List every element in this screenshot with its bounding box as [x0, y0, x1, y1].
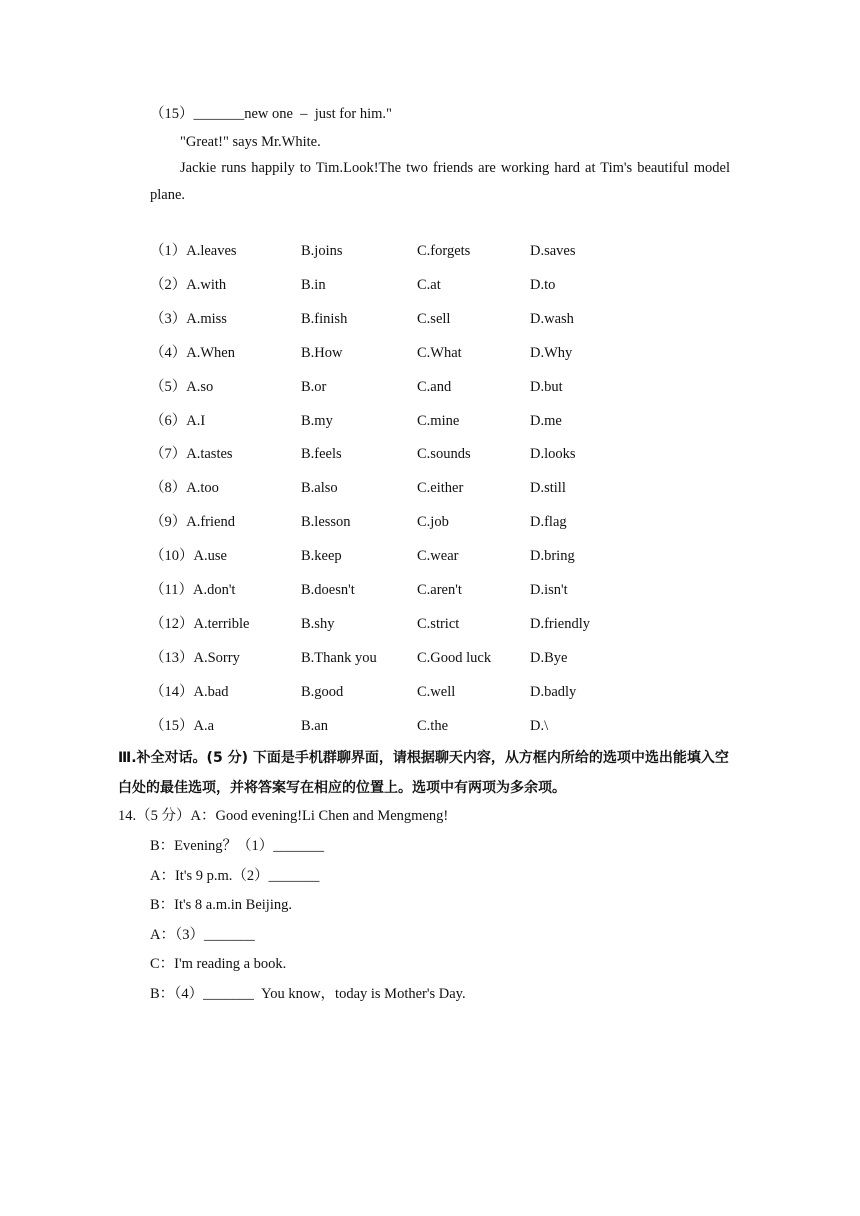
option-cell-a — [150, 716, 214, 736]
option-cell-a — [150, 580, 235, 600]
option-c: C.forgets — [417, 243, 471, 259]
option-cell-a — [150, 275, 226, 295]
option-number: （7） — [150, 446, 187, 463]
option-c: C.and — [417, 378, 452, 395]
question-14-intro: 14.（5 分）A：Good evening!Li Chen and Mengmeng! — [118, 808, 449, 824]
option-a-text: A.tastes — [186, 446, 233, 463]
dialogue-line: B：It's 8 a.m.in Beijing. — [150, 897, 292, 914]
option-cell-a — [150, 377, 213, 397]
option-a-text: A.I — [186, 412, 206, 429]
option-d: D.isn't — [530, 582, 568, 598]
option-a-text: A.a — [193, 717, 215, 734]
section-3-heading: Ⅲ.补全对话。(5 分) 下面是手机群聊界面，请根据聊天内容，从方框内所给的选项中选出能填入空白处的最佳选项，并将答案写在相应的位置上。选项中有两项为多余项。 — [118, 750, 729, 796]
option-number: （5） — [150, 378, 187, 395]
option-cell-a — [150, 411, 205, 431]
option-a-text: A.with — [186, 276, 227, 293]
option-number: （1） — [150, 243, 187, 259]
option-d: D.\ — [530, 717, 549, 734]
option-d: D.me — [530, 412, 562, 429]
option-number: （14） — [150, 683, 194, 700]
option-c: C.job — [417, 514, 449, 531]
option-cell-a — [150, 648, 240, 668]
option-b: B.in — [301, 276, 326, 293]
option-b: B.finish — [301, 310, 348, 327]
option-c: C.sell — [417, 310, 451, 327]
option-b: B.lesson — [301, 514, 351, 531]
option-b: B.doesn't — [301, 582, 355, 598]
option-cell-a — [150, 309, 227, 329]
option-a-text: A.miss — [186, 310, 227, 327]
option-cell-a — [150, 444, 233, 464]
dialogue-line: B：Evening？（1）_______ — [150, 838, 324, 854]
option-d: D.looks — [530, 446, 576, 463]
option-number: （8） — [150, 480, 187, 497]
option-d: D.saves — [530, 243, 576, 259]
option-cell-a — [150, 614, 249, 634]
option-b: B.keep — [301, 548, 342, 565]
option-b: B.Thank you — [301, 649, 377, 666]
option-b: B.my — [301, 412, 333, 429]
option-number: （10） — [150, 548, 194, 565]
option-a-text: A.use — [193, 548, 227, 565]
option-cell-a — [150, 546, 227, 566]
option-d: D.bring — [530, 548, 575, 565]
dialogue-line: A：（3）_______ — [150, 926, 255, 943]
option-number: （6） — [150, 412, 187, 429]
dialogue-line: A：It's 9 p.m.（2）_______ — [150, 867, 320, 884]
option-b: B.shy — [301, 615, 335, 632]
option-a-text: A.bad — [193, 683, 229, 700]
option-c: C.sounds — [417, 446, 471, 463]
option-b: B.joins — [301, 243, 343, 259]
option-number: （4） — [150, 344, 187, 361]
option-b: B.How — [301, 344, 343, 361]
option-number: （3） — [150, 310, 187, 327]
option-c: C.well — [417, 683, 456, 700]
option-a-text: A.too — [186, 480, 219, 497]
option-d: D.Bye — [530, 649, 568, 666]
dialogue-line: B：（4）_______ You know，today is Mother's Day. — [150, 986, 466, 1002]
option-b: B.also — [301, 480, 338, 497]
option-c: C.either — [417, 480, 464, 497]
passage-paragraph: Jackie runs happily to Tim.Look!The two friends are working hard at Tim's beautiful model plane. — [150, 160, 730, 203]
option-c: C.What — [417, 344, 462, 361]
option-number: （15） — [150, 717, 194, 734]
option-cell-a — [150, 241, 237, 261]
option-a-text: A.terrible — [193, 615, 250, 632]
option-c: C.the — [417, 717, 449, 734]
option-c: C.at — [417, 276, 441, 293]
option-d: D.Why — [530, 344, 573, 361]
option-a-text: A.When — [186, 344, 235, 361]
option-d: D.flag — [530, 514, 567, 531]
option-c: C.mine — [417, 412, 460, 429]
option-number: （11） — [150, 582, 193, 598]
option-c: C.aren't — [417, 582, 462, 598]
option-cell-a — [150, 512, 235, 532]
dialogue-line: C：I'm reading a book. — [150, 956, 287, 973]
option-b: B.or — [301, 378, 327, 395]
option-a-text: A.don't — [192, 582, 236, 598]
option-number: （12） — [150, 615, 194, 632]
passage-line-15: （15）_______new one – just for him." — [150, 106, 392, 122]
option-number: （13） — [150, 649, 194, 666]
option-c: C.Good luck — [417, 649, 492, 666]
option-cell-a — [150, 682, 229, 702]
option-a-text: A.leaves — [186, 243, 237, 259]
option-c: C.wear — [417, 548, 459, 565]
option-d: D.but — [530, 378, 563, 395]
option-d: D.friendly — [530, 615, 590, 632]
option-number: （9） — [150, 514, 187, 531]
option-d: D.to — [530, 276, 556, 293]
passage-line-great: "Great!" says Mr.White. — [180, 134, 321, 150]
option-d: D.badly — [530, 683, 577, 700]
option-number: （2） — [150, 276, 187, 293]
option-d: D.wash — [530, 310, 574, 327]
option-b: B.an — [301, 717, 328, 734]
option-a-text: A.so — [186, 378, 214, 395]
option-d: D.still — [530, 480, 566, 497]
option-cell-a — [150, 478, 219, 498]
option-c: C.strict — [417, 615, 460, 632]
option-cell-a — [150, 343, 235, 363]
option-b: B.feels — [301, 446, 342, 463]
option-b: B.good — [301, 683, 344, 700]
option-a-text: A.Sorry — [193, 649, 240, 666]
option-a-text: A.friend — [186, 514, 235, 531]
